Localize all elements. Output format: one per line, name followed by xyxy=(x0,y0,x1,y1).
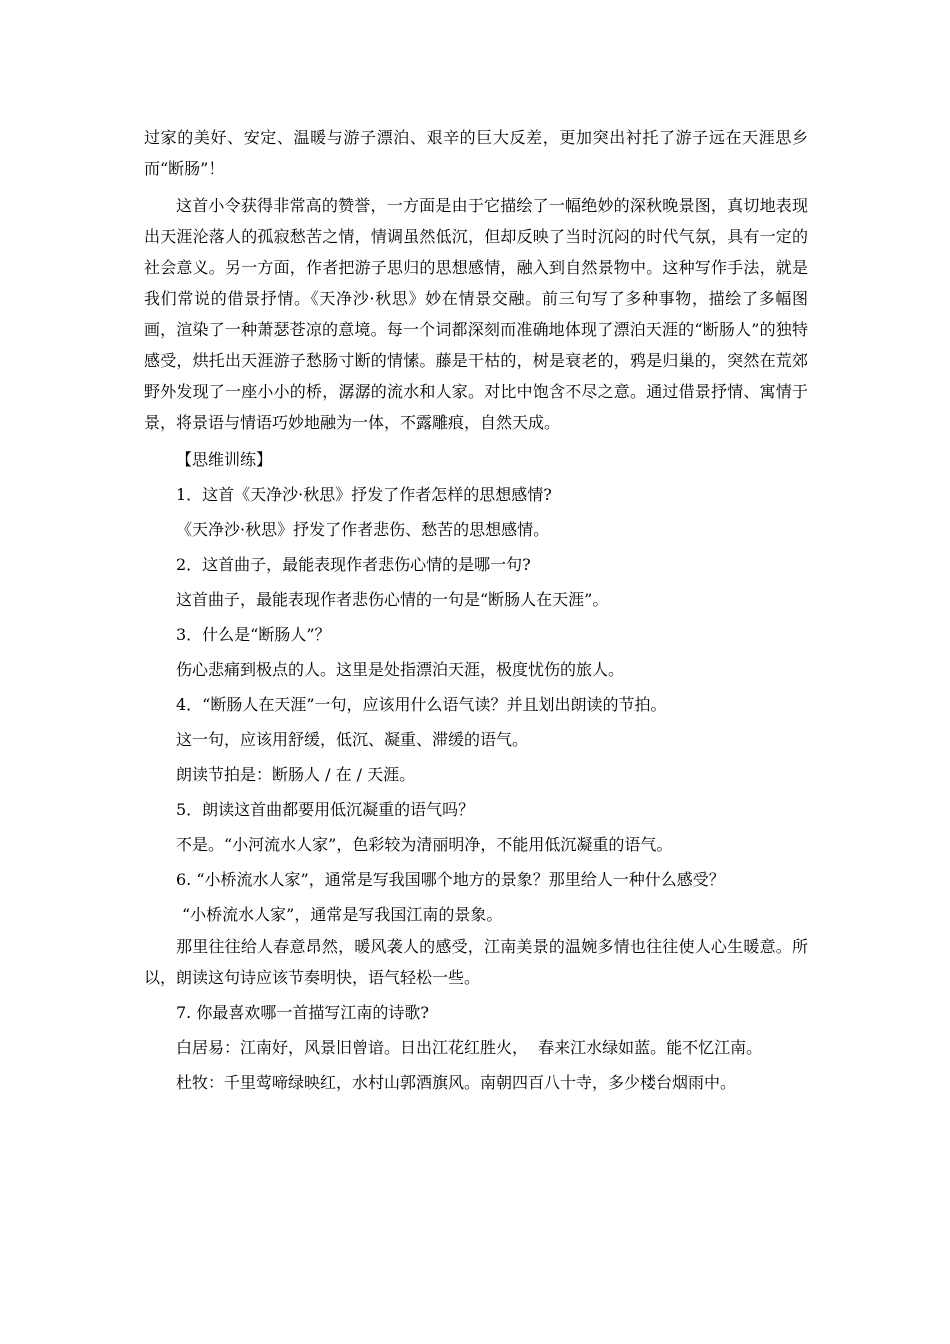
analysis-paragraph: 这首小令获得非常高的赞誉，一方面是由于它描绘了一幅绝妙的深秋晚景图，真切地表现出天涯沦落人的孤寂愁苦之情，情调虽然低沉，但却反映了当时沉闷的时代气氛，具有一定的社会意义。另一方面，作者把游子思归的思想感情，融入到自然景物中。这种写作手法，就是我们常说的借景抒情。《天净沙·秋思》妙在情景交融。前三句写了多种事物，描绘了多幅图画，渲染了一种萧瑟苍凉的意境。每一个词都深刻而准确地体现了漂泊天涯的“断肠人”的独特感受，烘托出天涯游子愁肠寸断的情愫。藤是干枯的，树是衰老的，鸦是归巢的，突然在荒郊野外发现了一座小小的桥，潺潺的流水和人家。对比中饱含不尽之意。通过借景抒情、寓情于景，将景语与情语巧妙地融为一体，不露雕痕，自然天成。 xyxy=(144,196,808,432)
answer-5: 不是。“小河流水人家”，色彩较为清丽明净，不能用低沉凝重的语气。 xyxy=(176,835,673,854)
question-7: 7. 你最喜欢哪一首描写江南的诗歌? xyxy=(176,1003,429,1022)
document-page xyxy=(144,122,808,1106)
question-2: 2．这首曲子，最能表现作者悲伤心情的是哪一句? xyxy=(176,555,531,574)
question-5: 5．朗读这首曲都要用低沉凝重的语气吗？ xyxy=(176,800,475,819)
answer-7-du-mu: 杜牧：千里莺啼绿映红，水村山郭酒旗风。南朝四百八十寺，多少楼台烟雨中。 xyxy=(176,1073,737,1092)
answer-4-tone: 这一句，应该用舒缓，低沉、凝重、滞缓的语气。 xyxy=(176,730,529,749)
intro-continuation: 过家的美好、安定、温暖与游子漂泊、艰辛的巨大反差，更加突出衬托了游子远在天涯思乡而“断肠”！ xyxy=(144,128,808,178)
answer-6: “小桥流水人家”，通常是写我国江南的景象。 xyxy=(182,905,503,924)
question-6: 6. “小桥流水人家”，通常是写我国哪个地方的景象？那里给人一种什么感受？ xyxy=(176,870,725,889)
answer-1: 《天净沙·秋思》抒发了作者悲伤、愁苦的思想感情。 xyxy=(176,520,550,539)
answer-6-extra-paragraph: 那里往往给人春意昂然，暖风袭人的感受，江南美景的温婉多情也往往使人心生暖意。所以，朗读这句诗应该节奏明快，语气轻松一些。 xyxy=(144,937,808,987)
section-heading: 【思维训练】 xyxy=(176,450,273,469)
question-4: 4．“断肠人在天涯”一句，应该用什么语气读？并且划出朗读的节拍。 xyxy=(176,695,667,714)
answer-3: 伤心悲痛到极点的人。这里是处指漂泊天涯，极度忧伤的旅人。 xyxy=(176,660,625,679)
question-1: 1．这首《天净沙·秋思》抒发了作者怎样的思想感情? xyxy=(176,485,552,504)
question-3: 3．什么是“断肠人”？ xyxy=(176,625,331,644)
answer-2: 这首曲子，最能表现作者悲伤心情的一句是“断肠人在天涯”。 xyxy=(176,590,609,609)
answer-4-rhythm: 朗读节拍是：断肠人 / 在 / 天涯。 xyxy=(176,765,416,784)
answer-7-bai-juyi: 白居易：江南好，风景旧曾谙。日出江花红胜火， 春来江水绿如蓝。能不忆江南。 xyxy=(176,1038,763,1057)
